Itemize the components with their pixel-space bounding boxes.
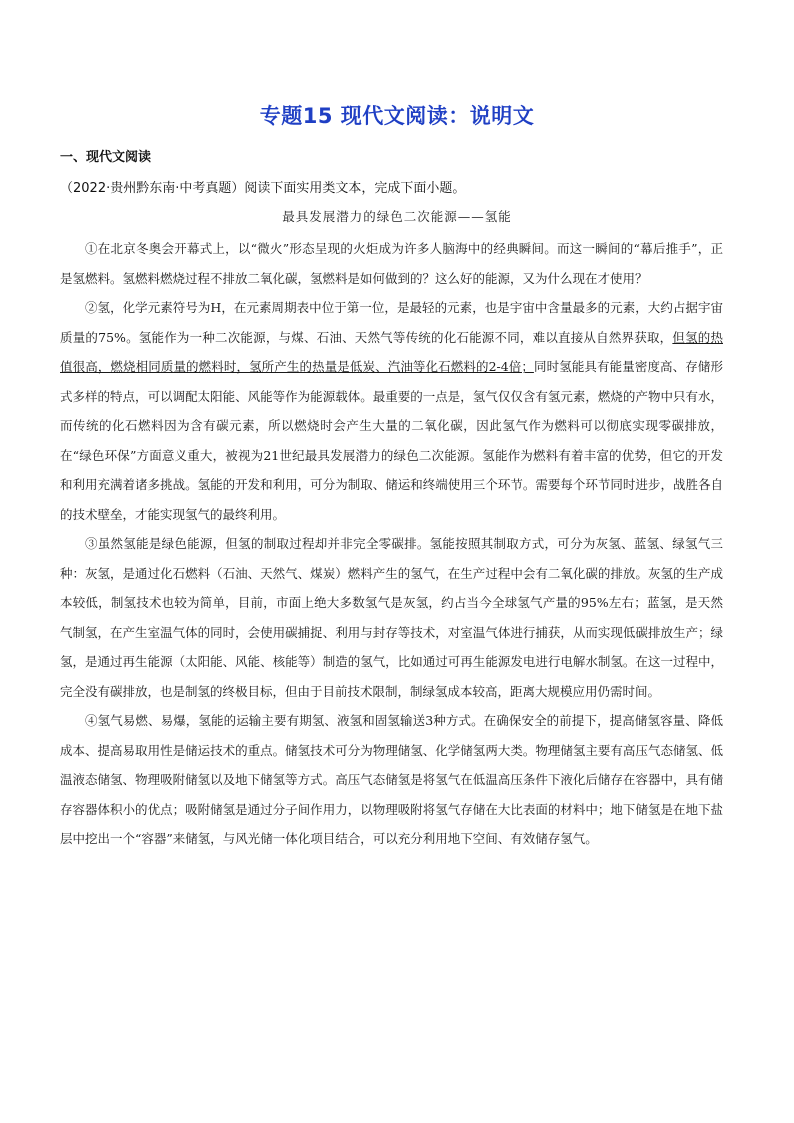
paragraph-3: ③虽然氢能是绿色能源，但氢的制取过程却并非完全零碳排。氢能按照其制取方式，可分为灰氢、蓝氢、绿氢气三种：灰氢，是通过化石燃料（石油、天然气、煤炭）燃料产生的氢气，在生产过程中会有二氧化碳的排放。灰氢的生产成本较低，制氢技术也较为简单，目前，市面上绝大多数氢气是灰氢，约占当今全球氢气产量的95%左右；蓝氢，是天然气制氢，在产生室温气体的同时，会使用碳捕捉、利用与封存等技术，对室温气体进行捕获，从而实现低碳排放生产；绿氢，是通过再生能源（太阳能、风能、核能等）制造的氢气，比如通过可再生能源发电进行电解水制氢。在这一过程中，完全没有碳排放，也是制氢的终极目标，但由于目前技术限制，制绿氢成本较高，距离大规模应用仍需时间。 bbox=[60, 536, 723, 699]
article-title: 最具发展潜力的绿色二次能源——氢能 bbox=[282, 209, 512, 224]
paragraph-2-start: ②氢，化学元素符号为H，在元素周期表中位于第一位，是最轻的元素，也是宇宙中含量最多的元素，大约占据宇宙质量的75%。氢能作为一种二次能源，与煤、石油、天然气等传统的化石能源不同，难以直接从自然界获取， bbox=[60, 300, 723, 345]
section-heading: 一、现代文阅读 bbox=[60, 150, 152, 165]
article-body bbox=[60, 234, 723, 854]
question-intro: （2022·贵州黔东南·中考真题）阅读下面实用类文本，完成下面小题。 bbox=[60, 181, 466, 196]
underlined-sentence: 但氢的热值很高，燃烧相同质量的燃料时，氢所产生的热量是低炭、汽油等化石燃料的2-4倍； bbox=[60, 329, 723, 374]
paragraph-4: ④氢气易燃、易爆，氢能的运输主要有期氢、液氢和固氢输送3种方式。在确保安全的前提下，提高储氢容量、降低成本、提高易取用性是储运技术的重点。储氢技术可分为物理储氢、化学储氢两大类。物理储氢主要有高压气态储氢、低温液态储氢、物理吸附储氢以及地下储氢等方式。高压气态储氢是将氢气在低温高压条件下液化后储存在容器中，具有储存容器体积小的优点；吸附储氢是通过分子间作用力，以物理吸附将氢气存储在大比表面的材料中；地下储氢是在地下盐层中挖出一个“容器”来储氢，与风光储一体化项目结合，可以充分利用地下空间、有效储存氢气。 bbox=[60, 713, 723, 846]
paragraph-2-rest: 同时氢能具有能量密度高、存储形式多样的特点，可以调配太阳能、风能等作为能源载体。最重要的一点是，氢气仅仅含有氢元素，燃烧的产物中只有水，而传统的化石燃料因为含有碳元素，所以燃烧时会产生大量的二氧化碳，因此氢气作为燃料可以彻底实现零碳排放，在“绿色环保”方面意义重大，被视为21世纪最具发展潜力的绿色二次能源。氢能作为燃料有着丰富的优势，但它的开发和利用充满着诸多挑战。氢能的开发和利用，可分为制取、储运和终端使用三个环节。需要每个环节同时进步，战胜各自的技术壁垒，才能实现氢气的最终利用。 bbox=[60, 359, 723, 522]
paragraph-1: ①在北京冬奥会开幕式上，以“微火”形态呈现的火炬成为许多人脑海中的经典瞬间。而这一瞬间的“幕后推手”，正是氢燃料。氢燃料燃烧过程不排放二氧化碳，氢燃料是如何做到的？这么好的能源，又为什么现在才使用？ bbox=[60, 241, 723, 286]
paragraph-2 bbox=[60, 293, 723, 529]
page-title: 专题15 现代文阅读：说明文 bbox=[259, 104, 535, 128]
